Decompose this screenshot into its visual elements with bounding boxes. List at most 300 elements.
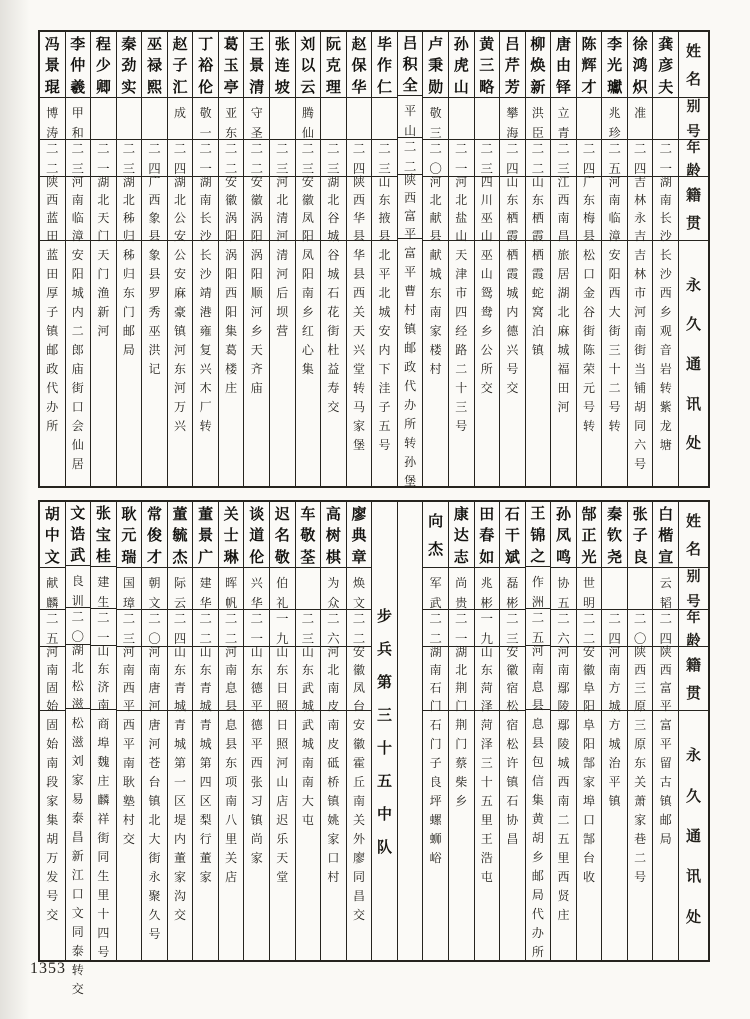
age-cell: 二 二 (219, 610, 244, 647)
native-place-cell: 河 南 临 漳 (66, 177, 91, 241)
name-cell: 毕 作 仁 (372, 32, 397, 98)
person-column (627, 502, 653, 960)
address-cell: 日 照 河 山 店 迟 乐 天 堂 (276, 718, 289, 884)
age-cell: 二 三 (117, 610, 142, 647)
age-cell: 二 三 (296, 610, 321, 647)
address-cell: 安 阳 城 内 二 郎 庙 街 口 会 仙 居 (71, 248, 84, 471)
age-cell: 二 一 (91, 140, 116, 177)
person-column (499, 502, 525, 960)
name-cell: 秦 钦 尧 (602, 502, 627, 568)
person-column (40, 32, 65, 486)
header-name: 姓 名 (679, 502, 708, 568)
person-column (116, 32, 142, 486)
person-column (167, 502, 193, 960)
native-place-cell: 广 东 梅 县 (577, 177, 602, 241)
native-place-cell: 河 南 临 漳 (602, 177, 627, 241)
person-column (576, 32, 602, 486)
address-cell: 松 滋 刘 家 易 泰 昌 新 江 口 文 同 泰 转 交 (71, 716, 84, 996)
alias-cell: 朝 文 (142, 568, 167, 610)
native-place-cell: 湖 南 石 门 (423, 647, 448, 711)
age-cell: 二 二 (193, 610, 218, 647)
native-place-cell: 四 川 巫 山 (475, 177, 500, 241)
name-cell: 常 俊 才 (142, 502, 167, 568)
alias-cell: 伯 礼 (270, 568, 295, 610)
address-cell: 谷 城 石 花 街 杜 益 寿 交 (327, 248, 340, 414)
blank-column (397, 502, 423, 960)
person-column (269, 32, 295, 486)
name-cell: 柳 焕 新 (526, 32, 551, 98)
native-place-cell: 山 东 青 城 (193, 647, 218, 711)
address-cell: 松 口 金 谷 街 陈 荣 元 号 转 (583, 248, 596, 433)
name-cell: 唐 由 铎 (551, 32, 576, 98)
person-column (320, 502, 346, 960)
native-place-cell: 安 徽 宿 松 (500, 647, 525, 711)
native-place-cell: 安 徽 涡 阳 (219, 177, 244, 241)
age-cell: 二 〇 (66, 608, 91, 645)
alias-cell: 国 璋 (117, 568, 142, 610)
alias-cell: 为 众 (321, 568, 346, 610)
person-column (116, 502, 142, 960)
person-column (601, 502, 627, 960)
person-column (550, 502, 576, 960)
address-cell: 宿 松 许 镇 石 协 昌 (506, 718, 519, 846)
address-cell: 蓝 田 厚 子 镇 邮 政 代 办 所 (46, 248, 59, 433)
native-place-cell: 河 南 固 始 (40, 647, 65, 711)
address-cell: 长 沙 靖 港 雍 复 兴 木 厂 转 (199, 248, 212, 433)
name-cell: 徐 鸿 炽 (628, 32, 653, 98)
name-cell: 黄 三 略 (475, 32, 500, 98)
native-place-cell: 河 南 唐 河 (142, 647, 167, 711)
person-column (295, 502, 321, 960)
native-place-cell: 广 西 象 县 (142, 177, 167, 241)
address-cell: 青 城 第 一 区 堤 内 董 家 沟 交 (174, 718, 187, 922)
age-cell: 二 三 (321, 140, 346, 177)
age-cell: 二 五 (40, 610, 65, 647)
name-cell: 赵 保 华 (347, 32, 372, 98)
age-cell: 二 五 (526, 609, 551, 646)
native-place-cell: 陕 西 富 平 (653, 647, 678, 711)
name-cell: 文 诰 武 (66, 502, 91, 566)
alias-cell (475, 98, 500, 140)
person-column (90, 32, 116, 486)
header-age: 年 龄 (679, 610, 708, 647)
alias-cell: 甲 和 (66, 98, 91, 140)
header-name: 姓 名 (679, 32, 708, 98)
header-column (678, 32, 708, 486)
alias-cell: 建 生 (91, 567, 116, 609)
alias-cell: 兆 彬 (475, 568, 500, 610)
address-cell: 吉 林 市 河 南 街 当 铺 胡 同 六 号 (634, 248, 647, 471)
age-cell: 二 二 (40, 140, 65, 177)
alias-cell (91, 98, 116, 140)
person-column (525, 32, 551, 486)
native-place-cell: 山 东 栖 霞 (500, 177, 525, 241)
header-alias: 别 号 (679, 98, 708, 140)
alias-cell: 敬 三 (423, 98, 448, 140)
age-cell: 一 九 (270, 610, 295, 647)
person-column (65, 32, 91, 486)
address-cell: 石 门 子 良 坪 螺 蛳 峪 (429, 718, 442, 865)
age-cell: 二 二 (244, 140, 269, 177)
alias-cell (347, 98, 372, 140)
address-cell: 旅 居 湖 北 麻 城 福 田 河 (557, 248, 570, 414)
age-cell: 二 四 (168, 610, 193, 647)
unit-heading: 步 兵 第 三 十 五 中 队 (377, 609, 393, 856)
address-cell: 固 始 南 段 家 集 胡 万 发 号 交 (46, 718, 59, 922)
name-cell: 阮 克 理 (321, 32, 346, 98)
age-cell: 二 一 (91, 609, 116, 646)
address-cell: 三 原 东 关 萧 家 巷 二 号 (634, 718, 647, 884)
address-cell: 公 安 麻 豪 镇 河 东 河 万 兴 (174, 248, 187, 433)
alias-cell: 洪 臣 (526, 98, 551, 140)
address-cell: 商 埠 魏 庄 麟 祥 街 同 生 里 十 四 号 (97, 717, 110, 959)
native-place-cell: 山 东 武 城 (296, 647, 321, 711)
alias-cell (321, 98, 346, 140)
native-place-cell: 安 徽 凤 阳 (296, 177, 321, 241)
header-alias: 别 号 (679, 568, 708, 610)
alias-cell: 立 青 (551, 98, 576, 140)
name-cell: 张 连 坡 (270, 32, 295, 98)
person-column (474, 502, 500, 960)
page-number: 1353 (30, 960, 66, 977)
address-cell: 菏 泽 三 十 五 里 王 浩 屯 (480, 718, 493, 884)
name-cell: 谈 道 伦 (244, 502, 269, 568)
address-cell: 安 阳 西 大 街 三 十 二 号 转 (608, 248, 621, 433)
person-column (474, 32, 500, 486)
person-column (295, 32, 321, 486)
name-cell: 龚 彦 夫 (653, 32, 678, 98)
native-place-cell: 河 南 方 城 (602, 647, 627, 711)
age-cell: 二 一 (244, 610, 269, 647)
age-cell: 二 四 (168, 140, 193, 177)
age-cell: 二 三 (296, 140, 321, 177)
age-cell: 二 一 (449, 140, 474, 177)
alias-cell: 腾 仙 (296, 98, 321, 140)
blank-cell (398, 502, 423, 960)
alias-cell: 晖 帆 (219, 568, 244, 610)
native-place-cell: 陕 西 三 原 (628, 647, 653, 711)
person-column (40, 502, 65, 960)
address-cell: 荆 门 蔡 柴 乡 (455, 718, 468, 808)
native-place-cell: 河 北 南 皮 (321, 647, 346, 711)
alias-cell: 磊 彬 (500, 568, 525, 610)
name-cell: 胡 中 文 (40, 502, 65, 568)
name-cell: 刘 以 云 (296, 32, 321, 98)
native-place-cell: 山 东 济 南 (91, 646, 116, 710)
alias-cell: 作 洲 (526, 567, 551, 609)
alias-cell: 际 云 (168, 568, 193, 610)
address-cell: 西 平 南 耿 塾 村 交 (122, 718, 135, 846)
name-cell: 向 杰 (423, 502, 448, 568)
age-cell: 二 一 (193, 140, 218, 177)
native-place-cell: 河 南 西 平 (117, 647, 142, 711)
address-cell: 涡 阳 西 阳 集 葛 楼 庄 (225, 248, 238, 395)
alias-cell: 平 山 (398, 96, 423, 138)
name-cell: 孙 凤 鸣 (551, 502, 576, 568)
native-place-cell: 河 南 息 县 (526, 646, 551, 710)
name-cell: 陈 辉 才 (577, 32, 602, 98)
age-cell: 二 四 (500, 140, 525, 177)
alias-cell: 协 五 (551, 568, 576, 610)
age-cell: 二 三 (117, 140, 142, 177)
header-native-place: 籍 贯 (679, 647, 708, 711)
person-column (525, 502, 551, 960)
name-cell: 董 毓 杰 (168, 502, 193, 568)
native-place-cell: 湖 北 公 安 (168, 177, 193, 241)
name-cell: 冯 景 琨 (40, 32, 65, 98)
person-column (550, 32, 576, 486)
age-cell: 二 三 (270, 140, 295, 177)
name-cell: 孙 虎 山 (449, 32, 474, 98)
person-column (243, 32, 269, 486)
age-cell: 二 六 (551, 610, 576, 647)
person-column (499, 32, 525, 486)
age-cell: 二 〇 (142, 610, 167, 647)
person-column (218, 502, 244, 960)
address-cell: 息 县 东 项 南 八 里 关 店 (225, 718, 238, 884)
name-cell: 李 仲 羲 (66, 32, 91, 98)
age-cell: 二 三 (475, 140, 500, 177)
name-cell: 车 敬 荃 (296, 502, 321, 568)
native-place-cell: 山 东 掖 县 (372, 177, 397, 241)
age-cell: 二 〇 (423, 140, 448, 177)
person-column (397, 32, 423, 486)
name-cell: 郜 正 光 (577, 502, 602, 568)
address-cell: 巫 山 鸳 鸯 乡 公 所 交 (480, 248, 493, 395)
name-cell: 关 士 琳 (219, 502, 244, 568)
alias-cell: 世 明 (577, 568, 602, 610)
person-column (269, 502, 295, 960)
name-cell: 白 楷 宣 (653, 502, 678, 568)
person-column (448, 32, 474, 486)
age-cell: 二 六 (321, 610, 346, 647)
native-place-cell: 湖 北 秭 归 (117, 177, 142, 241)
person-column (141, 32, 167, 486)
age-cell: 二 三 (372, 140, 397, 177)
person-column (652, 502, 678, 960)
name-cell: 李 光 瓛 (602, 32, 627, 98)
age-cell: 二 二 (423, 610, 448, 647)
age-cell: 二 二 (526, 140, 551, 177)
person-column (422, 32, 448, 486)
person-column (141, 502, 167, 960)
address-cell: 天 门 渔 新 河 (97, 248, 110, 338)
alias-cell: 亚 东 (219, 98, 244, 140)
native-place-cell: 山 东 德 平 (244, 647, 269, 711)
address-cell: 唐 河 苍 台 镇 北 大 街 永 聚 久 号 (148, 718, 161, 941)
name-cell: 张 宝 桂 (91, 502, 116, 567)
person-column (652, 32, 678, 486)
age-cell: 二 四 (653, 610, 678, 647)
age-cell: 二 三 (500, 610, 525, 647)
alias-cell: 焕 文 (347, 568, 372, 610)
native-place-cell: 河 南 鄢 陵 (551, 647, 576, 711)
person-column (576, 502, 602, 960)
roster-table-top (38, 30, 710, 488)
alias-cell (117, 98, 142, 140)
age-cell: 二 一 (653, 140, 678, 177)
age-cell: 二 五 (602, 140, 627, 177)
native-place-cell: 湖 北 天 门 (91, 177, 116, 241)
address-cell: 清 河 后 坝 营 (276, 248, 289, 338)
native-place-cell: 陕 西 蓝 田 (40, 177, 65, 241)
name-cell: 廖 典 章 (347, 502, 372, 568)
age-cell: 二 〇 (628, 610, 653, 647)
alias-cell (577, 98, 602, 140)
name-cell: 卢 秉 勋 (423, 32, 448, 98)
native-place-cell: 湖 北 荆 门 (449, 647, 474, 711)
address-cell: 青 城 第 四 区 梨 行 董 家 (199, 718, 212, 884)
name-cell: 吕 芹 芳 (500, 32, 525, 98)
person-column (448, 502, 474, 960)
name-cell: 吕 积 全 (398, 32, 423, 96)
native-place-cell: 安 徽 凤 台 (347, 647, 372, 711)
alias-cell: 守 圣 (244, 98, 269, 140)
header-address: 永 久 通 讯 处 (686, 748, 702, 926)
age-cell: 二 二 (577, 610, 602, 647)
native-place-cell: 陕 西 富 平 (398, 175, 423, 239)
age-cell: 二 四 (628, 140, 653, 177)
age-cell: 二 二 (398, 138, 423, 175)
address-cell: 武 城 南 南 大 屯 (301, 718, 314, 827)
native-place-cell: 陕 西 华 县 (347, 177, 372, 241)
native-place-cell: 安 徽 涡 阳 (244, 177, 269, 241)
name-cell: 王 锦 之 (526, 502, 551, 567)
address-cell: 华 县 西 关 天 兴 堂 转 马 家 堡 (352, 248, 365, 452)
name-cell: 董 景 广 (193, 502, 218, 568)
person-column (627, 32, 653, 486)
alias-cell: 尚 贵 (449, 568, 474, 610)
address-cell: 秭 归 东 门 邮 局 (122, 248, 135, 357)
alias-cell: 兴 华 (244, 568, 269, 610)
age-cell: 二 一 (449, 610, 474, 647)
name-cell: 赵 子 汇 (168, 32, 193, 98)
person-column (218, 32, 244, 486)
name-cell: 石 干 斌 (500, 502, 525, 568)
name-cell: 丁 裕 伦 (193, 32, 218, 98)
name-cell: 康 达 志 (449, 502, 474, 568)
alias-cell: 云 韬 (653, 568, 678, 610)
alias-cell (602, 568, 627, 610)
age-cell: 二 四 (142, 140, 167, 177)
native-place-cell: 湖 南 长 沙 (653, 177, 678, 241)
alias-cell (628, 568, 653, 610)
address-cell: 息 县 包 信 集 黄 胡 乡 邮 局 代 办 所 (531, 717, 544, 959)
alias-cell: 博 涛 (40, 98, 65, 140)
native-place-cell: 河 北 盐 山 (449, 177, 474, 241)
person-column (320, 32, 346, 486)
person-column (243, 502, 269, 960)
unit-column (371, 502, 397, 960)
person-column (192, 32, 218, 486)
person-column (346, 502, 372, 960)
address-cell: 天 津 市 四 经 路 二 十 三 号 (455, 248, 468, 433)
address-cell: 南 皮 砥 桥 镇 姚 家 口 村 (327, 718, 340, 884)
address-cell: 献 城 东 南 家 楼 村 (429, 248, 442, 376)
name-cell: 程 少 卿 (91, 32, 116, 98)
address-cell: 富 平 留 古 镇 邮 局 (659, 718, 672, 846)
address-cell: 阜 阳 郜 家 埠 口 郜 台 收 (583, 718, 596, 884)
age-cell: 二 四 (347, 140, 372, 177)
person-column (90, 502, 116, 960)
person-column (346, 32, 372, 486)
name-cell: 王 景 清 (244, 32, 269, 98)
alias-cell (142, 98, 167, 140)
address-cell: 德 平 西 张 习 镇 尚 家 (250, 718, 263, 865)
age-cell: 二 四 (577, 140, 602, 177)
address-cell: 方 城 治 平 镇 (608, 718, 621, 808)
alias-cell: 攀 海 (500, 98, 525, 140)
name-cell: 耿 元 瑞 (117, 502, 142, 568)
address-cell: 栖 霞 蛇 窝 泊 镇 (531, 248, 544, 357)
age-cell: 二 四 (602, 610, 627, 647)
header-address: 永 久 通 讯 处 (686, 277, 702, 453)
address-cell: 富 平 曹 村 镇 邮 政 代 办 所 转 孙 堡 (404, 246, 417, 488)
alias-cell: 敬 一 (193, 98, 218, 140)
name-cell: 巫 禄 熙 (142, 32, 167, 98)
address-cell: 北 平 北 城 安 内 下 洼 子 五 号 (378, 248, 391, 452)
native-place-cell: 河 北 清 河 (270, 177, 295, 241)
address-cell: 涡 阳 顺 河 乡 天 齐 庙 (250, 248, 263, 395)
native-place-cell: 安 徽 阜 阳 (577, 647, 602, 711)
header-column (678, 502, 708, 960)
name-cell: 葛 玉 亭 (219, 32, 244, 98)
native-place-cell: 湖 南 长 沙 (193, 177, 218, 241)
alias-cell (372, 98, 397, 140)
name-cell: 田 春 如 (475, 502, 500, 568)
header-native-place: 籍 贯 (679, 177, 708, 241)
person-column (65, 502, 91, 996)
age-cell: 二 二 (219, 140, 244, 177)
header-age: 年 龄 (679, 140, 708, 177)
name-cell: 秦 劲 实 (117, 32, 142, 98)
person-column (601, 32, 627, 486)
native-place-cell: 湖 北 谷 城 (321, 177, 346, 241)
native-place-cell: 河 北 献 县 (423, 177, 448, 241)
native-place-cell: 湖 北 松 滋 (66, 645, 91, 709)
alias-cell (449, 98, 474, 140)
native-place-cell: 山 东 菏 泽 (475, 647, 500, 711)
person-column (192, 502, 218, 960)
alias-cell (270, 98, 295, 140)
alias-cell: 军 武 (423, 568, 448, 610)
alias-cell (296, 568, 321, 610)
address-cell: 安 徽 霍 丘 南 关 外 廖 同 昌 交 (352, 718, 365, 922)
person-column (371, 32, 397, 486)
age-cell: 一 九 (475, 610, 500, 647)
address-cell: 象 县 罗 秀 巫 洪 记 (148, 248, 161, 376)
person-column (422, 502, 448, 960)
name-cell: 高 树 棋 (321, 502, 346, 568)
address-cell: 长 沙 西 乡 观 音 岩 转 紫 龙 塘 (659, 248, 672, 452)
alias-cell: 献 麟 (40, 568, 65, 610)
native-place-cell: 河 南 息 县 (219, 647, 244, 711)
alias-cell (653, 98, 678, 140)
native-place-cell: 山 东 栖 霞 (526, 177, 551, 241)
alias-cell: 成 (168, 98, 193, 140)
age-cell: 二 三 (66, 140, 91, 177)
age-cell: 二 三 (551, 140, 576, 177)
alias-cell: 良 训 (66, 566, 91, 608)
native-place-cell: 山 东 青 城 (168, 647, 193, 711)
person-column (167, 32, 193, 486)
alias-cell: 准 (628, 98, 653, 140)
native-place-cell: 吉 林 永 吉 (628, 177, 653, 241)
address-cell: 鄢 陵 城 西 南 二 五 里 西 贤 庄 (557, 718, 570, 922)
age-cell: 二 二 (347, 610, 372, 647)
alias-cell: 兆 珍 (602, 98, 627, 140)
native-place-cell: 山 东 日 照 (270, 647, 295, 711)
